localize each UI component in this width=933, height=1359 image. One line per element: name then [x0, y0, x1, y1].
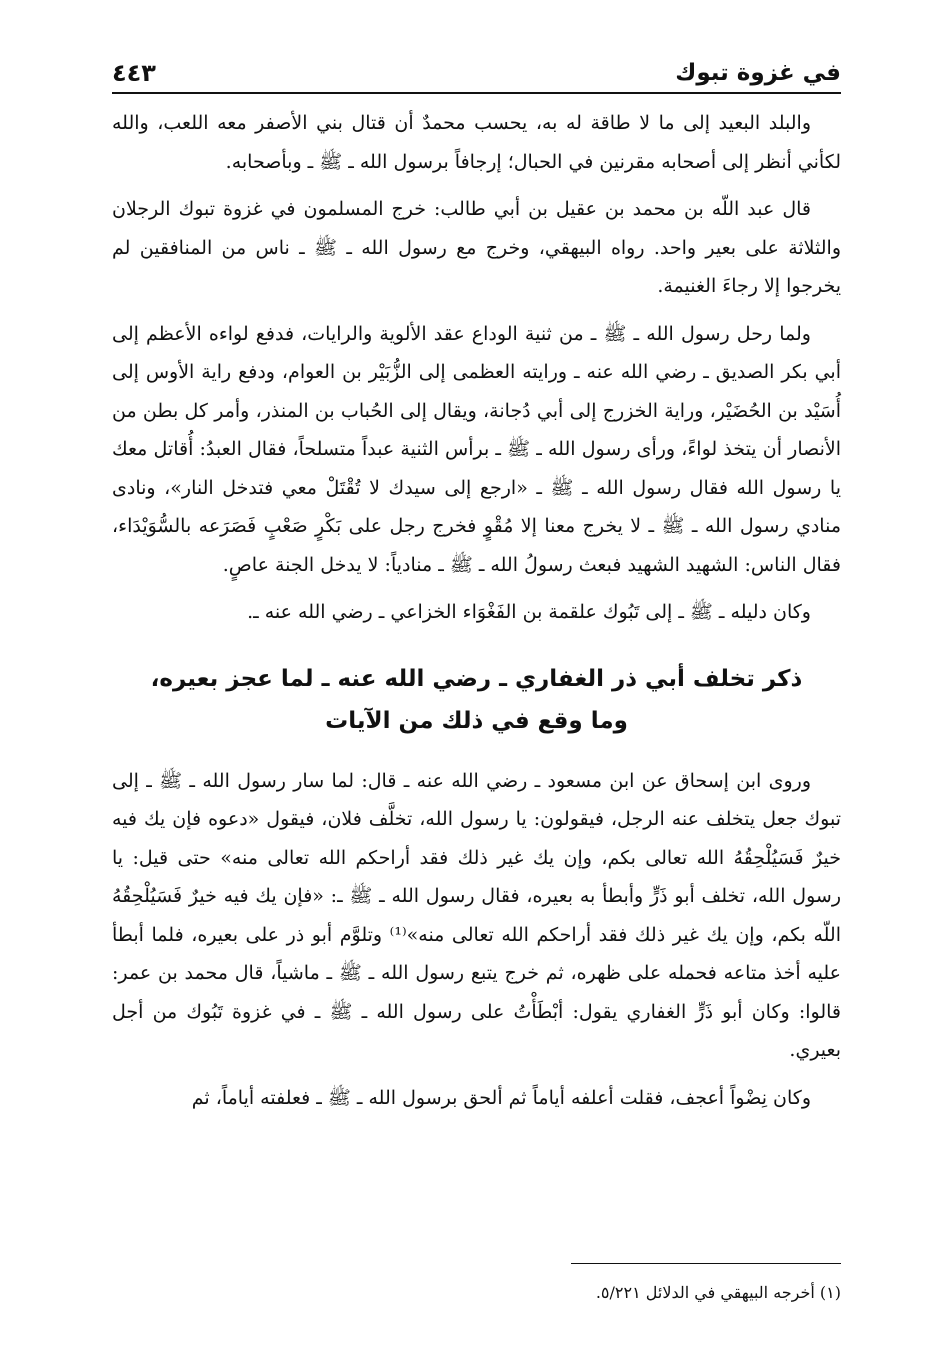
page-body — [112, 104, 841, 1117]
paragraph: وروى ابن إسحاق عن ابن مسعود ـ رضي الله عنه ـ قال: لما سار رسول الله ـ ﷺ ـ إلى تبوك جعل يتخلف عنه الرجل، فيقولون: يا رسول الله، تخلَّف فلان، فيقول «دعوه فإن يك فيه خيرٌ فَسَيُلْحِقُهُ الله تعالى بكم، وإن يك غير ذلك فقد أراحكم الله تعالى منه» حتى قيل: يا رسول الله، تخلف أبو ذَرٍّ وأبطأ به بعيره، فقال رسول الله ـ ﷺ ـ: «فإن يك فيه خيرٌ فَسَيُلْحِقُهُ اللّه بكم، وإن يك غير ذلك فقد أراحكم الله تعالى منه»⁽¹⁾ وتلوَّم أبو ذر على بعيره، فلما أبطأ عليه أخذ متاعه فحمله على ظهره، ثم خرج يتبع رسول الله ـ ﷺ ـ ماشياً، قال محمد بن عمر: قالوا: وكان أبو ذَرٍّ الغفاري يقول: أبْطَأْتُ على رسول الله ـ ﷺ ـ في غزوة تَبُوك من أجل بعيري. — [112, 769, 841, 1061]
paragraph: وكان نِضْواً أعجف، فقلت أعلفه أياماً ثم ألحق برسول الله ـ ﷺ ـ فعلفته أياماً، ثم — [191, 1086, 811, 1109]
paragraph: ولما رحل رسول الله ـ ﷺ ـ من ثنية الوداع عقد الألوية والرايات، فدفع لواءه الأعظم إلى أبي بكر الصديق ـ رضي الله عنه ـ ورايته العظمى إلى الزُّبَيْر بن العوام، ودفع راية الأوس إلى أُسَيْد بن الحُضَيْر، وراية الخزرج إلى أبي دُجانة، ويقال إلى الحُباب بن المنذر، وأمر كل بطن من الأنصار أن يتخذ لواءً، ورأى رسول الله ـ ﷺ ـ برأس الثنية عبداً متسلحاً، فقال العبدُ: أُقاتل معك يا رسول الله فقال رسول الله ـ ﷺ ـ «ارجع إلى سيدك لا تُقْتَلْ معي فتدخل النار»، ونادى منادي رسول الله ـ ﷺ ـ لا يخرج معنا إلا مُقْوٍ فخرج رجل على بَكْرٍ صَعْبٍ فَصَرَعه بالسُّوَيْدَاء، فقال الناس: الشهيد الشهيد فبعث رسولُ الله ـ ﷺ ـ منادياً: لا يدخل الجنة عاصٍ. — [112, 322, 841, 576]
page-number: ٤٤٣ — [112, 59, 156, 87]
section-heading: ذكر تخلف أبي ذر الغفاري ـ رضي الله عنه ـ لما عجز بعيره، وما وقع في ذلك من الآيات — [150, 665, 803, 734]
footnote: (١) أخرجه البيهقي في الدلائل ٥/٢٢١. — [595, 1283, 841, 1302]
page-header — [112, 50, 841, 90]
paragraph: قال عبد اللّه بن محمد بن عقيل بن أبي طالب: خرج المسلمون في غزوة تبوك الرجلان والثلاثة على بعير واحد. رواه البيهقي، وخرج مع رسول الله ـ ﷺ ـ ناس من المنافقين لم يخرجوا إلا رجاءَ الغنيمة. — [112, 198, 841, 297]
paragraph: وكان دليله ـ ﷺ ـ إلى تَبُوك علقمة بن الفَغْوَاء الخزاعي ـ رضي الله عنه ـ. — [247, 601, 811, 623]
footnote-rule — [571, 1263, 841, 1264]
paragraph: والبلد البعيد إلى ما لا طاقة له به، يحسب محمدٌ أن قتال بني الأصفر معه اللعب، والله لكأني أنظر إلى أصحابه مقرنين في الحبال؛ إرجافاً برسول الله ـ ﷺ ـ وبأصحابه. — [112, 112, 841, 173]
header-rule — [112, 92, 841, 94]
running-title: في غزوة تبوك — [675, 60, 841, 86]
